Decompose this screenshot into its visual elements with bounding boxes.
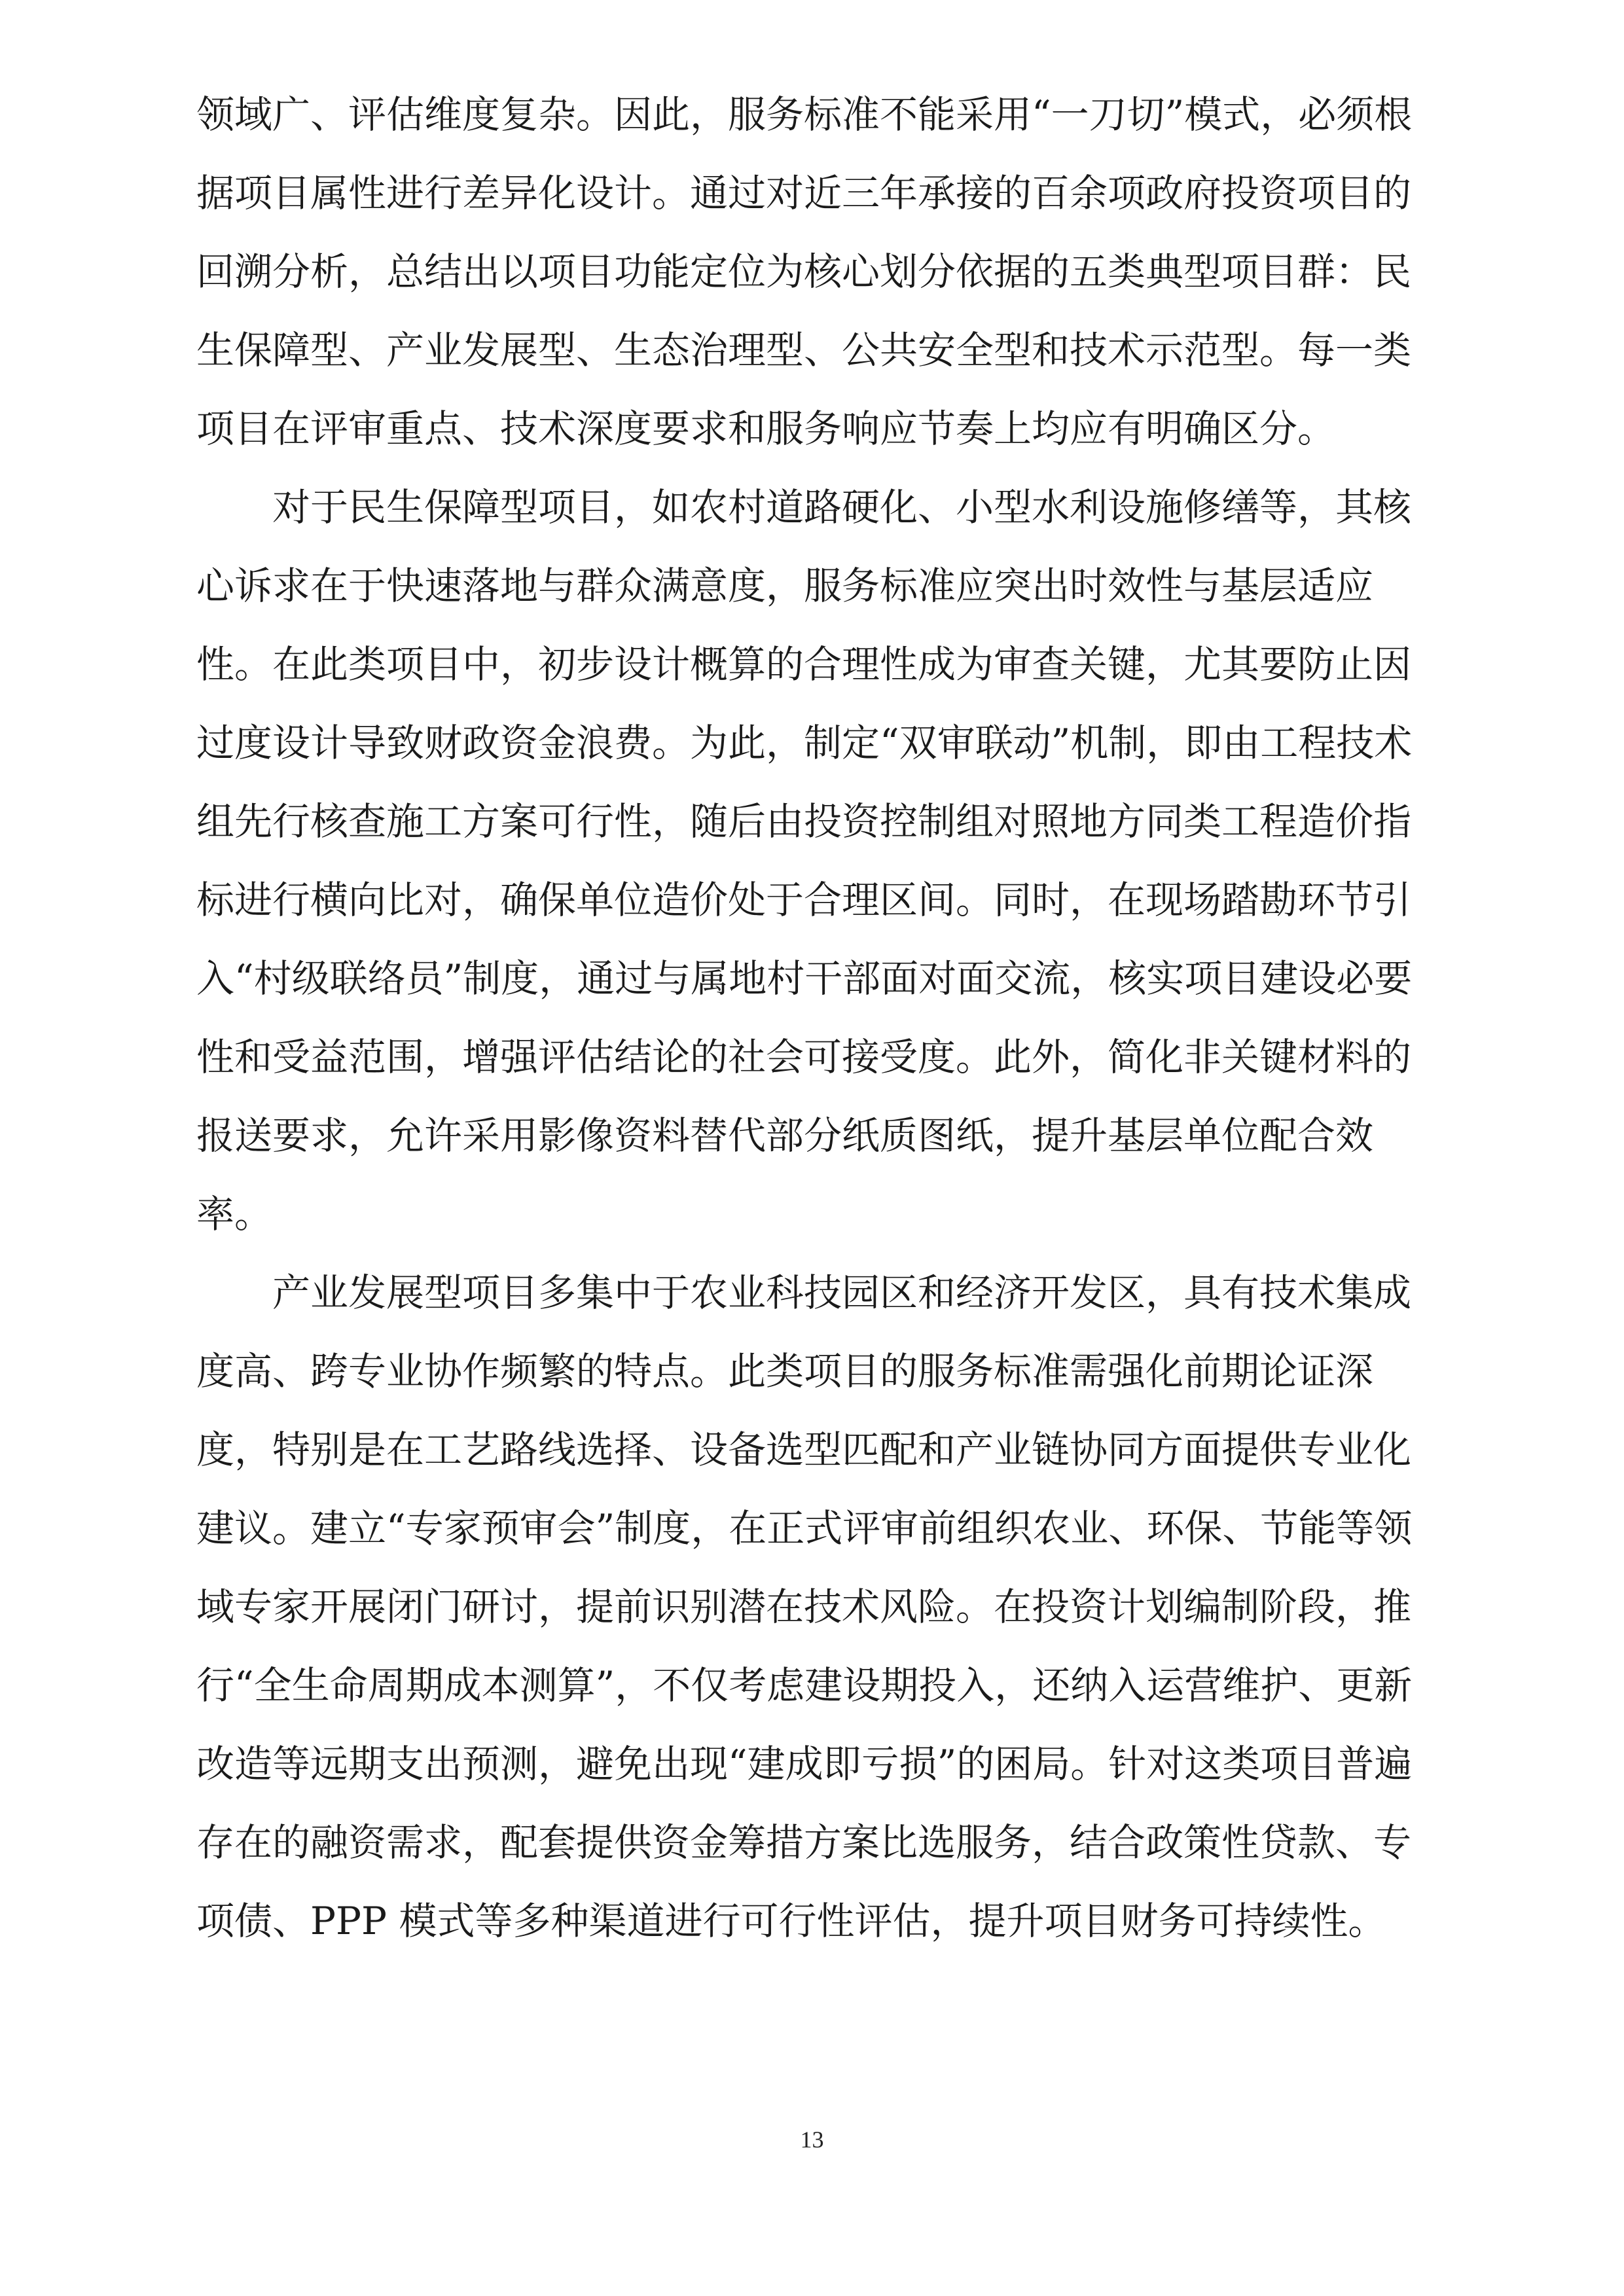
text-line: 建议。建立“专家预审会”制度，在正式评审前组织农业、环保、节能等领 <box>196 1506 1413 1551</box>
text-line: 行“全生命周期成本测算”，不仅考虑建设期投入，还纳入运营维护、更新 <box>196 1663 1413 1708</box>
text-line: 性。在此类项目中，初步设计概算的合理性成为审查关键，尤其要防止因 <box>196 642 1412 687</box>
paragraph-first-line: 产业发展型项目多集中于农业科技园区和经济开发区，具有技术集成 <box>272 1270 1412 1315</box>
text-line: 入“村级联络员”制度，通过与属地村干部面对面交流，核实项目建设必要 <box>196 956 1413 1001</box>
text-line: 率。 <box>196 1192 273 1236</box>
text-line: 过度设计导致财政资金浪费。为此，制定“双审联动”机制，即由工程技术 <box>196 721 1413 765</box>
text-line: 性和受益范围，增强评估结论的社会可接受度。此外，简化非关键材料的 <box>196 1035 1412 1079</box>
text-line: 回溯分析，总结出以项目功能定位为核心划分依据的五类典型项目群：民 <box>196 249 1412 294</box>
text-line: 度，特别是在工艺路线选择、设备选型匹配和产业链协同方面提供专业化 <box>196 1427 1412 1472</box>
text-line: 标进行横向比对，确保单位造价处于合理区间。同时，在现场踏勘环节引 <box>196 878 1412 922</box>
page-number: 13 <box>800 2126 824 2153</box>
text-line: 心诉求在于快速落地与群众满意度，服务标准应突出时效性与基层适应 <box>196 564 1374 608</box>
text-line: 项目在评审重点、技术深度要求和服务响应节奏上均应有明确区分。 <box>196 406 1336 451</box>
text-line: 据项目属性进行差异化设计。通过对近三年承接的百余项政府投资项目的 <box>196 171 1412 215</box>
text-line: 域专家开展闭门研讨，提前识别潜在技术风险。在投资计划编制阶段，推 <box>196 1585 1412 1629</box>
text-line: 组先行核查施工方案可行性，随后由投资控制组对照地方同类工程造价指 <box>196 799 1412 844</box>
text-line: 生保障型、产业发展型、生态治理型、公共安全型和技术示范型。每一类 <box>196 328 1412 372</box>
text-line: 改造等远期支出预测，避免出现“建成即亏损”的困局。针对这类项目普遍 <box>196 1742 1413 1786</box>
text-line: 存在的融资需求，配套提供资金筹措方案比选服务，结合政策性贷款、专 <box>196 1820 1412 1865</box>
paragraph-first-line: 对于民生保障型项目，如农村道路硬化、小型水利设施修缮等，其核 <box>272 485 1412 529</box>
text-line: 项债、PPP 模式等多种渠道进行可行性评估，提升项目财务可持续性。 <box>196 1899 1386 1943</box>
text-line: 报送要求，允许采用影像资料替代部分纸质图纸，提升基层单位配合效 <box>196 1113 1374 1158</box>
text-line: 度高、跨专业协作频繁的特点。此类项目的服务标准需强化前期论证深 <box>196 1349 1374 1393</box>
text-line: 领域广、评估维度复杂。因此，服务标准不能采用“一刀切”模式，必须根 <box>196 92 1413 137</box>
body-text <box>196 75 1440 1960</box>
